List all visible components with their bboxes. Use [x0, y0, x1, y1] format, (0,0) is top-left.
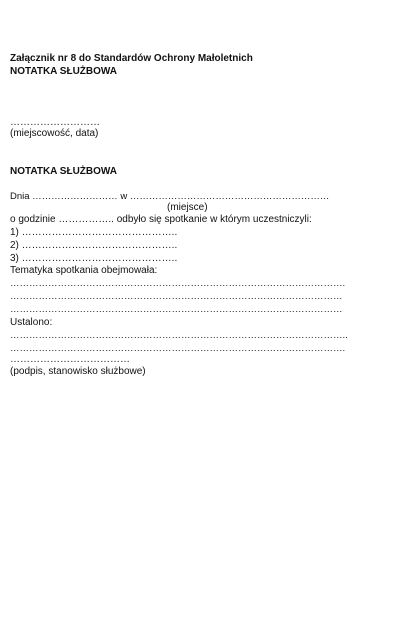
place-label: (miejsce) [167, 202, 208, 213]
participant-1-line: 1) ……………………………………….. [10, 227, 178, 238]
agreed-label: Ustalono: [10, 317, 53, 328]
agreed-line-2: ……………………………………………………………………………………………. [10, 343, 346, 354]
header-note-title: NOTATKA SŁUŻBOWA [10, 66, 118, 77]
topic-line-2: …………………………………………………………………………………………… [10, 291, 343, 302]
agreed-line-1: …………………………………………………………………………………………….. [10, 330, 348, 341]
signature-label: (podpis, stanowisko służbowe) [10, 366, 146, 377]
day-place-line: Dnia ……………………… w ……………………………………………………… [10, 191, 330, 202]
participant-2-line: 2) ……………………………………….. [10, 240, 178, 251]
section-title: NOTATKA SŁUŻBOWA [10, 166, 118, 177]
topic-label: Tematyka spotkania obejmowała: [10, 265, 158, 276]
participant-3-line: 3) ……………………………………….. [10, 253, 178, 264]
header-attachment-title: Załącznik nr 8 do Standardów Ochrony Małoletnich [10, 53, 253, 64]
topic-line-3: …………………………………………………………………………………………… [10, 304, 343, 315]
hour-participants-line: o godzinie …………….. odbyło się spotkanie w którym uczestniczyli: [10, 214, 312, 225]
place-date-dots: ……………………… [10, 117, 100, 128]
signature-dots: ……………………………… [10, 354, 130, 365]
topic-line-1: ……………………………………………………………………………………………. [10, 278, 346, 289]
place-date-label: (miejscowość, data) [10, 128, 99, 139]
